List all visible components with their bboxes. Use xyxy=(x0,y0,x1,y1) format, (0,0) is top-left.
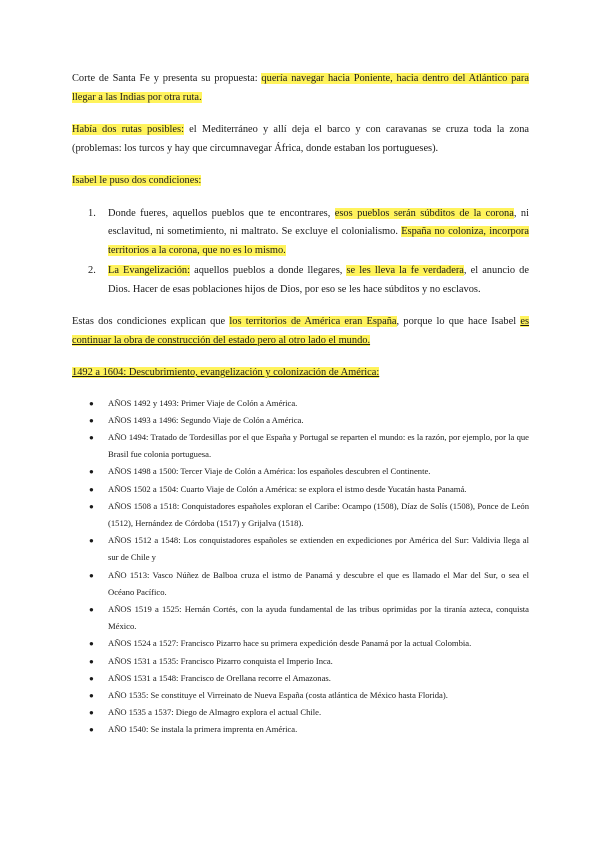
text-run: , ni esclavitud, ni sometimiento, ni maltrato. Se excluye el colonialismo. xyxy=(108,207,529,237)
text-run: aquellos pueblos a donde llegares, xyxy=(190,265,347,276)
list-item-text: AÑOS 1524 a 1527: Francisco Pizarro hace su primera expedición desde Panamá por la actual Colombia. xyxy=(108,638,472,649)
text-run: el Mediterráneo y allí deja el barco y con caravanas se cruza toda la zona (problemas: los turcos y hay que circumnavegar África, donde estaban los portugueses). xyxy=(72,124,530,154)
highlighted-text: esos pueblos serán súbditos de la corona xyxy=(334,207,514,219)
list-item xyxy=(72,498,529,532)
list-item-text: AÑOS 1508 a 1518: Conquistadores españoles exploran el Caribe: Ocampo (1508), Díaz de Solís (1508), Ponce de León (1512), Hernández de Córdoba (1517) y Grijalva (1518). xyxy=(108,500,529,528)
list-item xyxy=(72,412,529,429)
text-run: Estas dos condiciones explican que xyxy=(72,316,230,327)
highlighted-text: 1492 a 1604: Descubrimiento, evangelización y colonización de América: xyxy=(72,367,380,378)
list-item-text: AÑOS 1531 a 1535: Francisco Pizarro conquista el Imperio Inca. xyxy=(108,655,333,666)
list-number: 2. xyxy=(88,265,96,276)
paragraph-routes xyxy=(72,121,529,158)
text-run: . xyxy=(198,91,202,103)
list-item-text: AÑO 1535: Se constituye el Virreinato de Nueva España (costa atlántica de México hasta Florida). xyxy=(108,689,448,700)
text-run: , porque lo que hace Isabel xyxy=(396,316,521,327)
highlighted-text: Isabel le puso dos condiciones: xyxy=(72,175,202,186)
list-item xyxy=(72,532,529,566)
list-item-text: AÑOS 1531 a 1548: Francisco de Orellana recorre el Amazonas. xyxy=(108,672,331,683)
bullet-icon: ● xyxy=(89,432,94,442)
list-item-text: AÑOS 1493 a 1496: Segundo Viaje de Colón a América. xyxy=(108,414,304,425)
list-item-text: AÑO 1494: Tratado de Tordesillas por el que España y Portugal se reparten el mundo: es la razón, por ejemplo, por la que Brasil fue colonia portuguesa. xyxy=(108,431,529,460)
highlighted-text: es continuar la obra de construcción del estado pero al otro lado el mundo. xyxy=(72,316,529,346)
condition-item xyxy=(72,262,529,299)
document-page xyxy=(72,70,529,739)
paragraph-proposal xyxy=(72,70,529,107)
highlighted-text: Había dos rutas posibles: xyxy=(72,124,184,135)
list-item xyxy=(72,567,529,601)
text-run: , el anuncio de Dios. Hacer de esas poblaciones hijos de Dios, por eso se les hace súbditos y no esclavos. xyxy=(108,265,529,295)
text-run: Donde fueres, aquellos pueblos que te encontrares, xyxy=(108,207,335,219)
list-item xyxy=(72,463,529,480)
list-item xyxy=(72,481,529,498)
bullet-icon: ● xyxy=(89,673,94,683)
list-item-text: AÑO 1540: Se instala la primera imprenta en América. xyxy=(108,724,298,735)
bullet-icon: ● xyxy=(89,536,94,546)
list-item-text: AÑOS 1512 a 1548: Los conquistadores españoles se extienden en expediciones por América del Sur: Valdivia llega al sur de Chile y xyxy=(108,535,529,563)
bullet-icon: ● xyxy=(89,398,94,408)
list-item-text: AÑOS 1502 a 1504: Cuarto Viaje de Colón a América: se explora el istmo desde Yucatán hasta Panamá. xyxy=(108,483,467,494)
bullet-icon: ● xyxy=(89,501,94,511)
paragraph-territories xyxy=(72,313,529,350)
condition-item xyxy=(72,205,529,261)
timeline-list xyxy=(72,395,529,739)
list-item xyxy=(72,653,529,670)
list-item xyxy=(72,429,529,463)
text-run: Corte de Santa Fe y presenta su propuesta: xyxy=(72,73,262,84)
bullet-icon: ● xyxy=(89,467,94,477)
list-item-text: AÑOS 1498 a 1500: Tercer Viaje de Colón a América: los españoles descubren el Continente. xyxy=(108,466,431,477)
list-item-text: AÑOS 1519 a 1525: Hernán Cortés, con la ayuda fundamental de las tribus oprimidas por la tiranía azteca, conquista México. xyxy=(108,603,529,632)
bullet-icon: ● xyxy=(89,725,94,735)
paragraph-conditions-intro xyxy=(72,172,529,191)
bullet-icon: ● xyxy=(89,484,94,494)
list-item xyxy=(72,687,529,704)
conditions-list xyxy=(72,205,529,300)
list-item xyxy=(72,635,529,652)
list-item-text: AÑO 1535 a 1537: Diego de Almagro explora el actual Chile. xyxy=(108,707,322,718)
highlighted-text: España no coloniza, incorpora territorios a la corona, que no es lo mismo. xyxy=(108,226,530,256)
bullet-icon: ● xyxy=(89,415,94,425)
list-item xyxy=(72,601,529,635)
list-item-text: AÑO 1513: Vasco Núñez de Balboa cruza el istmo de Panamá y descubre el que es llamado el Mar del Sur, o sea el Océano Pacífico. xyxy=(108,569,529,597)
section-heading xyxy=(72,364,529,383)
bullet-icon: ● xyxy=(89,708,94,718)
bullet-icon: ● xyxy=(89,604,94,614)
list-item-text: AÑOS 1492 y 1493: Primer Viaje de Colón a América. xyxy=(108,397,298,408)
bullet-icon: ● xyxy=(89,690,94,700)
list-item xyxy=(72,721,529,738)
highlighted-text: los territorios de América eran España xyxy=(229,316,397,327)
bullet-icon: ● xyxy=(89,656,94,666)
list-number: 1. xyxy=(88,207,96,219)
highlighted-text: quería navegar hacia Poniente, hacia dentro del Atlántico para llegar a las Indias por otra ruta xyxy=(72,73,529,103)
list-item xyxy=(72,670,529,687)
bullet-icon: ● xyxy=(89,639,94,649)
list-item xyxy=(72,395,529,412)
highlighted-text: se les lleva la fe verdadera xyxy=(346,265,464,276)
list-item xyxy=(72,704,529,721)
bullet-icon: ● xyxy=(89,570,94,580)
highlighted-text: La Evangelización: xyxy=(108,265,190,276)
